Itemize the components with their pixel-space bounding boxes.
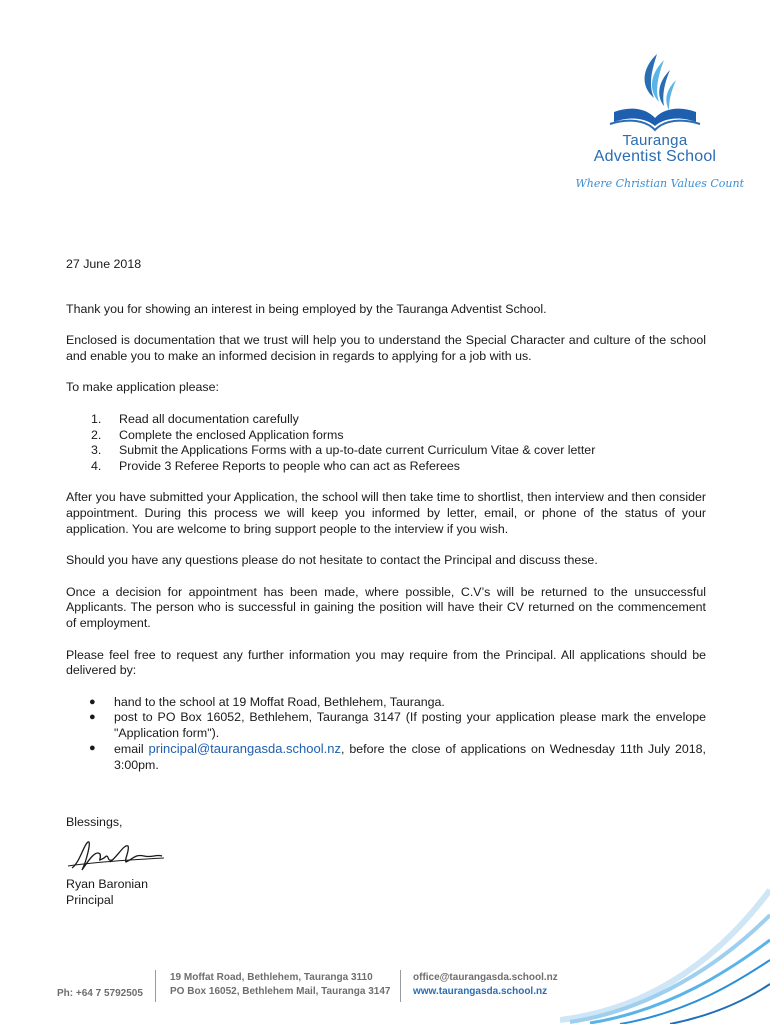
step-text: Complete the enclosed Application forms [119,427,344,442]
delivery-post: post to PO Box 16052, Bethlehem, Tauranga 3147 (If posting your application please mark the envelope "Application form"). [114,710,706,740]
logo-tagline: Where Christian Values Count [575,177,744,190]
footer-postal-address: PO Box 16052, Bethlehem Mail, Tauranga 3147 [170,986,391,997]
step-text: Read all documentation carefully [119,411,299,426]
letter-date: 27 June 2018 [66,257,142,271]
logo-name-line1: Tauranga [622,132,688,149]
signer-name: Ryan Baronian [66,877,148,891]
letter-body [66,257,706,830]
email-prefix: email [114,742,149,757]
footer-website[interactable]: www.taurangasda.school.nz [413,986,548,997]
delivery-hand: hand to the school at 19 Moffat Road, Bethlehem, Tauranga. [114,694,445,709]
application-steps-list [66,412,706,474]
footer-phone: Ph: +64 7 5792505 [57,988,143,999]
step-number: 3. [91,443,102,458]
list-item [66,459,706,475]
list-item [66,428,706,444]
footer-street-address: 19 Moffat Road, Bethlehem, Tauranga 3110 [170,972,373,983]
step-text: Provide 3 Referee Reports to people who can act as Referees [119,458,460,473]
signature-block [66,877,148,908]
school-logo [560,50,750,200]
delivery-email [114,741,706,773]
paragraph-questions: Should you have any questions please do not hesitate to contact the Principal and discuss these. [66,553,598,568]
paragraph-enclosed: Enclosed is documentation that we trust will help you to understand the Special Character and culture of the school and enable you to make an informed decision in regards to applying for a job with us. [66,333,706,363]
list-item [66,443,706,459]
step-number: 4. [91,458,102,473]
principal-email-link[interactable]: principal@taurangasda.school.nz [148,741,341,757]
paragraph-how-to-apply: To make application please: [66,380,219,395]
paragraph-process: After you have submitted your Application, the school will then take time to shortlist, then interview and then consider appointment. During this process we will keep you informed by letter, email, or phone of the status of your application. You are welcome to bring support people to the interview if you wish. [66,490,706,536]
closing-greeting: Blessings, [66,814,123,829]
footer-office-email[interactable]: office@taurangasda.school.nz [413,972,558,983]
bullet-icon: ● [89,695,96,708]
paragraph-intro: Thank you for showing an interest in being employed by the Tauranga Adventist School. [66,301,547,316]
delivery-methods-list [66,695,706,774]
list-item [66,710,706,741]
list-item [66,695,706,711]
footer-divider [400,970,401,1002]
logo-name-line2: Adventist School [593,148,717,165]
paragraph-decision: Once a decision for appointment has been made, where possible, C.V’s will be returned to the unsuccessful Applicants. The person who is successful in gaining the position will have their CV returned on the commencement of employment. [66,584,706,630]
list-item [66,741,706,773]
bullet-icon: ● [89,742,96,755]
letterhead-footer [0,966,770,1024]
list-item [66,412,706,428]
logo-flame-book-icon [560,50,750,140]
paragraph-delivery-intro: Please feel free to request any further information you may require from the Principal. All applications should be delivered by: [66,647,706,678]
footer-divider [155,970,156,1002]
signer-title: Principal [66,892,114,907]
bullet-icon: ● [89,711,96,724]
email-suffix: , before the close of applications on Wednesday 11th July 2018, 3:00pm. [114,742,706,773]
step-text: Submit the Applications Forms with a up-to-date current Curriculum Vitae & cover letter [119,443,596,458]
step-number: 2. [91,427,102,442]
handwritten-signature [66,832,166,876]
step-number: 1. [91,411,102,426]
